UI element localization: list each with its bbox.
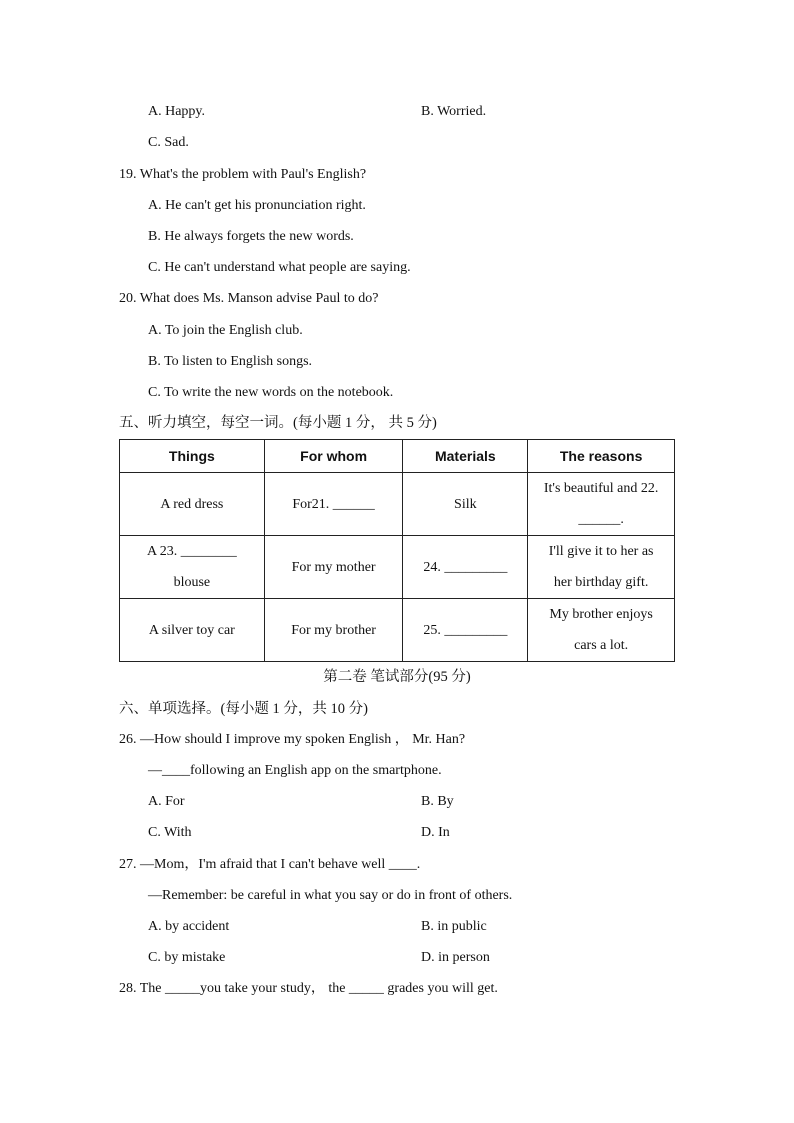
cell-things: A silver toy car — [120, 599, 265, 662]
things-line: blouse — [173, 575, 211, 590]
q26-reply: —____following an English app on the smartphone. — [148, 763, 442, 778]
q26-option-d: D. In — [421, 825, 450, 840]
q28-question: 28. The _____you take your study， the _____ grades you will get. — [119, 981, 498, 996]
reason-line: cars a lot. — [574, 638, 629, 653]
q27-option-c: C. by mistake — [148, 950, 226, 965]
cell-reason — [528, 599, 675, 662]
things-line: A 23. ________ — [146, 544, 237, 559]
header-for-whom: For whom — [264, 440, 403, 473]
q18-option-a: A. Happy. — [148, 104, 206, 119]
header-reasons: The reasons — [528, 440, 675, 473]
q26-option-a: A. For — [148, 794, 185, 809]
reason-line: I'll give it to her as — [548, 544, 654, 559]
cell-reason — [528, 536, 675, 599]
cell-things: A red dress — [120, 473, 265, 536]
section6-title: 六、单项选择。(每小题 1 分，共 10 分) — [119, 701, 368, 717]
reason-line: It's beautiful and 22. — [543, 481, 659, 496]
reason-line: ______. — [578, 512, 624, 527]
table-row — [120, 536, 675, 599]
table-header-row — [120, 440, 675, 473]
q19-question: 19. What's the problem with Paul's English? — [119, 167, 367, 182]
q27-question: 27. —Mom，I'm afraid that I can't behave well ____. — [119, 857, 421, 872]
q27-option-a: A. by accident — [148, 919, 230, 934]
q27-reply: —Remember: be careful in what you say or do in front of others. — [148, 888, 513, 903]
section5-title: 五、听力填空，每空一词。(每小题 1 分， 共 5 分) — [119, 415, 437, 431]
q20-option-a: A. To join the English club. — [148, 323, 303, 338]
cell-material: 24. _________ — [403, 536, 528, 599]
q27-option-d: D. in person — [421, 950, 490, 965]
table-row — [120, 473, 675, 536]
q18-option-c: C. Sad. — [148, 135, 189, 150]
cell-for-whom: For21. ______ — [264, 473, 403, 536]
q20-question: 20. What does Ms. Manson advise Paul to do? — [119, 291, 379, 306]
q20-option-b: B. To listen to English songs. — [148, 354, 313, 369]
cell-material: Silk — [403, 473, 528, 536]
q18-option-b: B. Worried. — [421, 104, 487, 119]
header-things: Things — [120, 440, 265, 473]
table-row — [120, 599, 675, 662]
reason-line: My brother enjoys — [549, 607, 653, 622]
listening-table — [119, 439, 675, 662]
q19-option-b: B. He always forgets the new words. — [148, 229, 354, 244]
part2-title: 第二卷 笔试部分(95 分) — [323, 669, 471, 685]
q19-option-a: A. He can't get his pronunciation right. — [148, 198, 366, 213]
cell-reason — [528, 473, 675, 536]
cell-for-whom: For my mother — [264, 536, 403, 599]
header-materials: Materials — [403, 440, 528, 473]
q26-option-c: C. With — [148, 825, 192, 840]
cell-material: 25. _________ — [403, 599, 528, 662]
cell-for-whom: For my brother — [264, 599, 403, 662]
q19-option-c: C. He can't understand what people are saying. — [148, 260, 411, 275]
q26-question: 26. —How should I improve my spoken English ， Mr. Han? — [119, 732, 466, 747]
q20-option-c: C. To write the new words on the notebook. — [148, 385, 394, 400]
cell-things — [120, 536, 265, 599]
q27-option-b: B. in public — [421, 919, 487, 934]
q26-option-b: B. By — [421, 794, 454, 809]
reason-line: her birthday gift. — [553, 575, 649, 590]
